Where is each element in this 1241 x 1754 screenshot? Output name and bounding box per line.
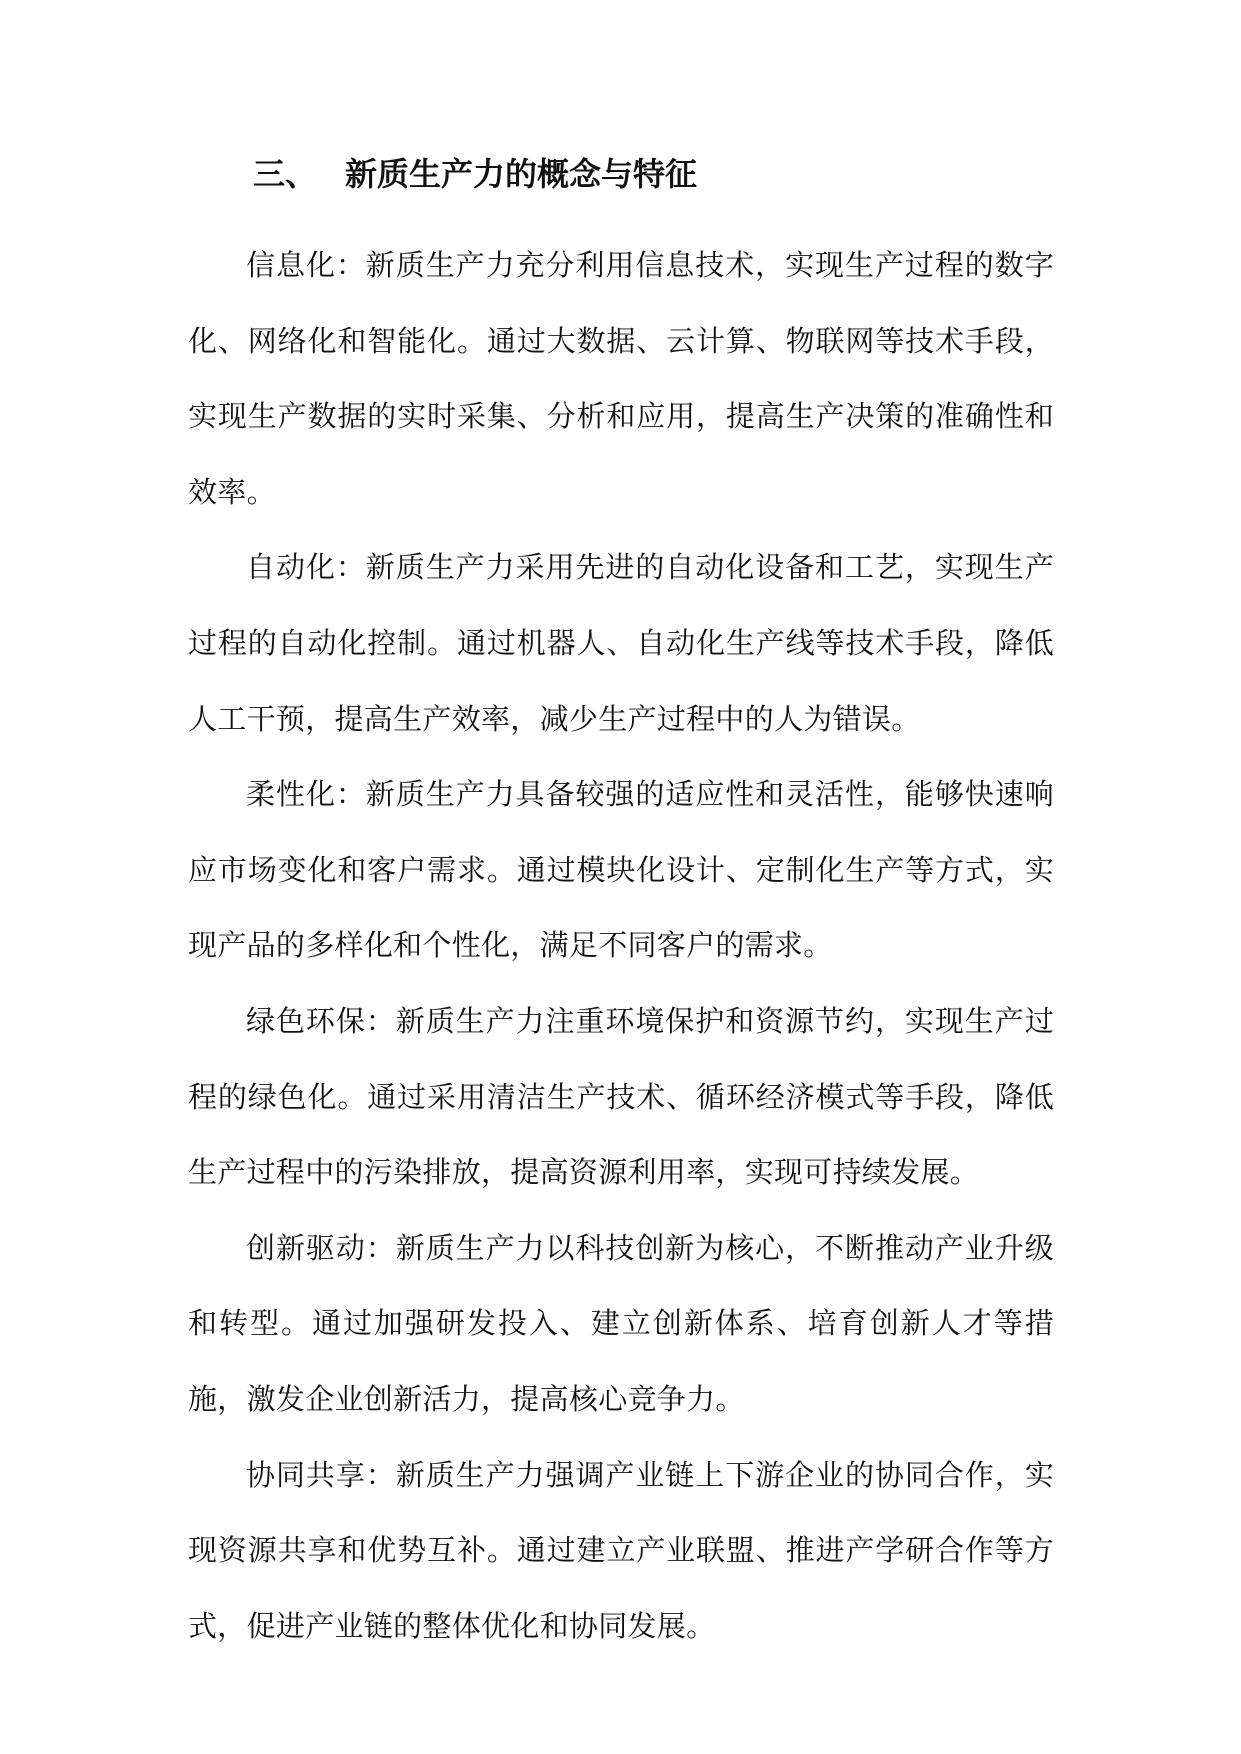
paragraph-flexibility: 柔性化：新质生产力具备较强的适应性和灵活性，能够快速响应市场变化和客户需求。通过模块化设计、定制化生产等方式，实现产品的多样化和个性化，满足不同客户的需求。 [188, 777, 1054, 963]
paragraph-green: 绿色环保：新质生产力注重环境保护和资源节约，实现生产过程的绿色化。通过采用清洁生产技术、循环经济模式等手段，降低生产过程中的污染排放，提高资源利用率，实现可持续发展。 [188, 1003, 1054, 1190]
paragraph-automation: 自动化：新质生产力采用先进的自动化设备和工艺，实现生产过程的自动化控制。通过机器人、自动化生产线等技术手段，降低人工干预，提高生产效率，减少生产过程中的人为错误。 [188, 550, 1054, 736]
section-heading [253, 150, 697, 198]
section-number: 三、 [253, 155, 318, 193]
section-body [188, 228, 1054, 1664]
section-title: 新质生产力的概念与特征 [345, 155, 698, 193]
paragraph-collaboration: 协同共享：新质生产力强调产业链上下游企业的协同合作，实现资源共享和优势互补。通过建立产业联盟、推进产学研合作等方式，促进产业链的整体优化和协同发展。 [188, 1457, 1054, 1643]
paragraph-innovation: 创新驱动：新质生产力以科技创新为核心，不断推动产业升级和转型。通过加强研发投入、建立创新体系、培育创新人才等措施，激发企业创新活力，提高核心竞争力。 [188, 1230, 1054, 1416]
paragraph-informatization: 信息化：新质生产力充分利用信息技术，实现生产过程的数字化、网络化和智能化。通过大数据、云计算、物联网等技术手段，实现生产数据的实时采集、分析和应用，提高生产决策的准确性和效率。 [188, 248, 1054, 509]
